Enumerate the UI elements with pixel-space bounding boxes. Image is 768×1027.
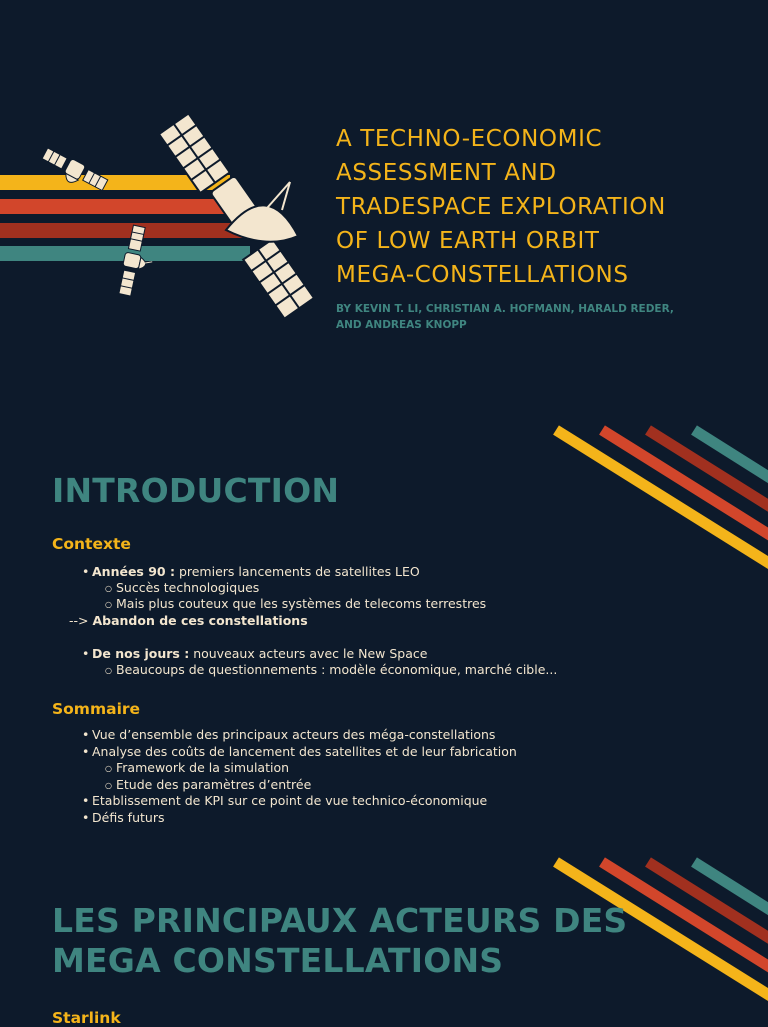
jours-text: nouveaux acteurs avec le New Space [189,646,428,661]
list-subitem: ○ Etude des paramètres d’entrée [116,777,311,794]
introduction-heading: INTRODUCTION [52,471,340,510]
authors-line: BY KEVIN T. LI, CHRISTIAN A. HOFMANN, HARALD REDER, [336,303,674,315]
list-subitem: ○ Succès technologiques [116,580,259,597]
sommaire-heading: Sommaire [52,700,141,718]
diagonal-stripes [556,430,768,570]
arrow-prefix: --> [69,613,93,628]
list-item [92,564,420,581]
satellite-icon [148,118,328,328]
list-item: • Analyse des coûts de lancement des satellites et de leur fabrication [92,744,517,761]
actors-heading-line: MEGA CONSTELLATIONS [52,941,504,980]
list-item: • Vue d’ensemble des principaux acteurs des méga-constellations [92,727,495,744]
contexte-heading: Contexte [52,535,131,553]
abandon-line [69,613,308,628]
actors-heading [52,901,627,981]
list-item [92,646,427,663]
starlink-heading: Starlink [52,1009,121,1027]
list-item: • Etablissement de KPI sur ce point de vue technico-économique [92,793,487,810]
small-satellite-icon [38,145,110,197]
abandon-text: Abandon de ces constellations [92,613,308,628]
list-subitem: ○ Beaucoups de questionnements : modèle économique, marché cible... [116,662,557,679]
actors-heading-line: LES PRINCIPAUX ACTEURS DES [52,901,628,940]
list-item: • Défis futurs [92,810,164,827]
cover-title-line: ASSESSMENT AND [336,160,557,186]
jours-label: De nos jours : [92,646,190,661]
cover-title-line: TRADESPACE EXPLORATION [336,194,666,220]
list-subitem: ○ Framework de la simulation [116,760,289,777]
list-subitem: ○ Mais plus couteux que les systèmes de telecoms terrestres [116,596,486,613]
cover-title-line: OF LOW EARTH ORBIT [336,228,600,254]
cover-authors [336,301,674,333]
annees-label: Années 90 : [92,564,175,579]
cover-title [336,122,666,292]
annees-text: premiers lancements de satellites LEO [174,564,420,579]
cover-title-line: A TECHNO-ECONOMIC [336,126,603,152]
authors-line: AND ANDREAS KNOPP [336,319,467,331]
cover-title-line: MEGA-CONSTELLATIONS [336,262,629,288]
